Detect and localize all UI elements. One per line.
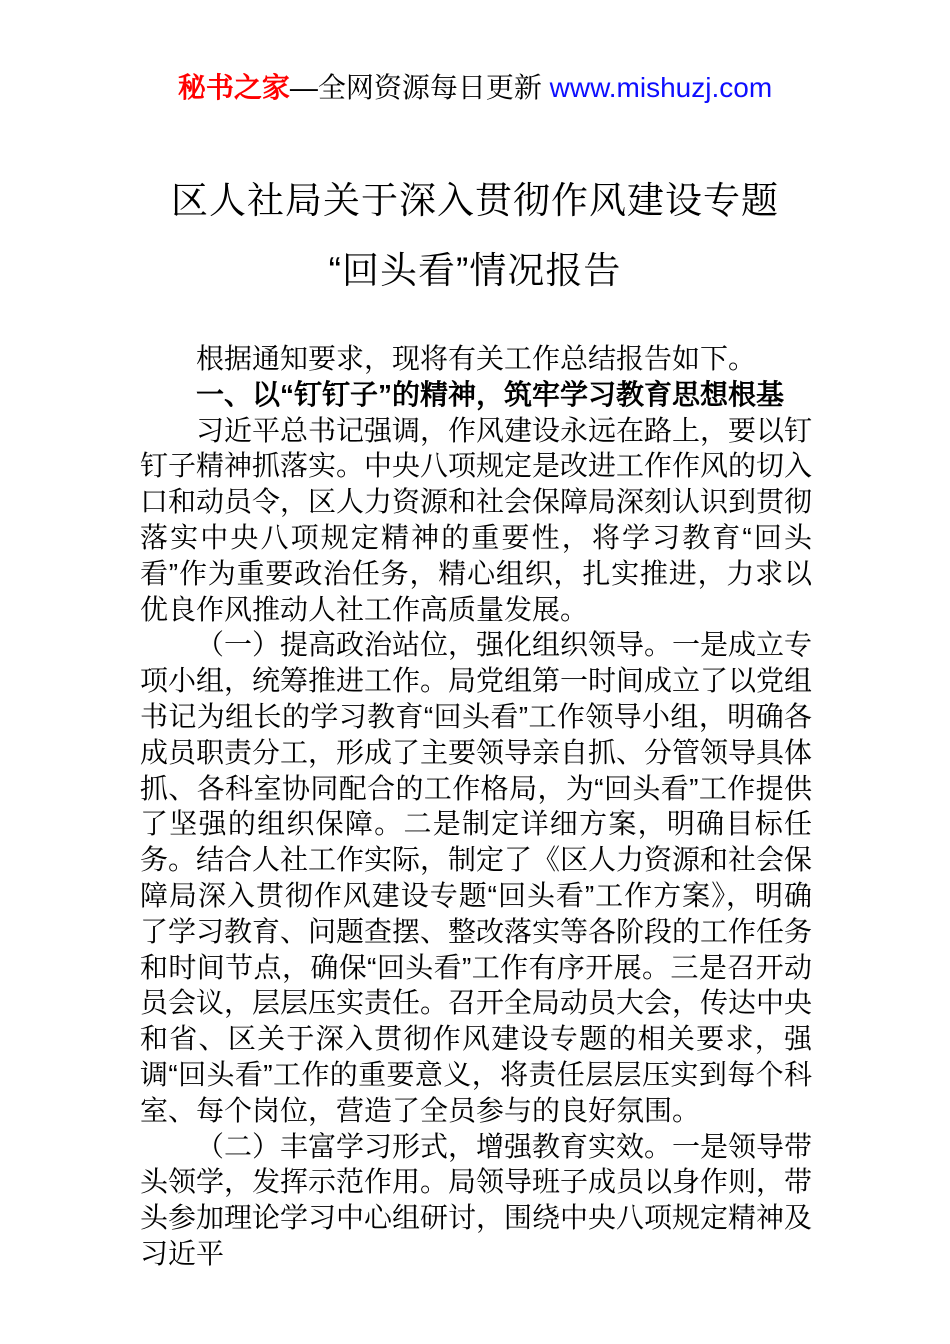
section-heading: 一、以“钉钉子”的精神，筑牢学习教育思想根基	[196, 378, 785, 410]
document-title-line2: “回头看”情况报告	[328, 250, 622, 291]
document-body	[140, 341, 812, 1272]
tagline-space	[542, 72, 550, 103]
body-paragraph: （二）丰富学习形式，增强教育实效。一是领导带头领学，发挥示范作用。局领导班子成员以身作则，带头参加理论学习中心组研讨，围绕中央八项规定精神及习近平	[140, 1130, 813, 1269]
body-paragraph: 习近平总书记强调，作风建设永远在路上，要以钉钉子精神抓落实。中央八项规定是改进工作作风的切入口和动员令，区人力资源和社会保障局深刻认识到贯彻落实中央八项规定精神的重要性，将学习教育“回头看”作为重要政治任务，精心组织，扎实推进，力求以优良作风推动人社工作高质量发展。	[140, 414, 813, 625]
document-title	[0, 166, 950, 306]
site-promo-header	[0, 68, 950, 108]
site-tagline: 全网资源每日更新	[317, 72, 542, 103]
site-brand: 秘书之家	[177, 72, 290, 103]
brand-separator-dash: —	[289, 72, 318, 103]
document-title-line1: 区人社局关于深入贯彻作风建设专题	[171, 180, 779, 221]
body-paragraph: （一）提高政治站位，强化组织领导。一是成立专项小组，统筹推进工作。局党组第一时间成立了以党组书记为组长的学习教育“回头看”工作领导小组，明确各成员职责分工，形成了主要领导亲自抓、分管领导具体抓、各科室协同配合的工作格局，为“回头看”工作提供了坚强的组织保障。二是制定详细方案，明确目标任务。结合人社工作实际，制定了《区人力资源和社会保障局深入贯彻作风建设专题“回头看”工作方案》，明确了学习教育、问题查摆、整改落实等各阶段的工作任务和时间节点，确保“回头看”工作有序开展。三是召开动员会议，层层压实责任。召开全局动员大会，传达中央和省、区关于深入贯彻作风建设专题的相关要求，强调“回头看”工作的重要意义，将责任层层压实到每个科室、每个岗位，营造了全员参与的良好氛围。	[140, 629, 813, 1126]
site-url-link[interactable]: www.mishuzj.com	[549, 72, 773, 103]
body-paragraph: 根据通知要求，现将有关工作总结报告如下。	[196, 343, 757, 374]
